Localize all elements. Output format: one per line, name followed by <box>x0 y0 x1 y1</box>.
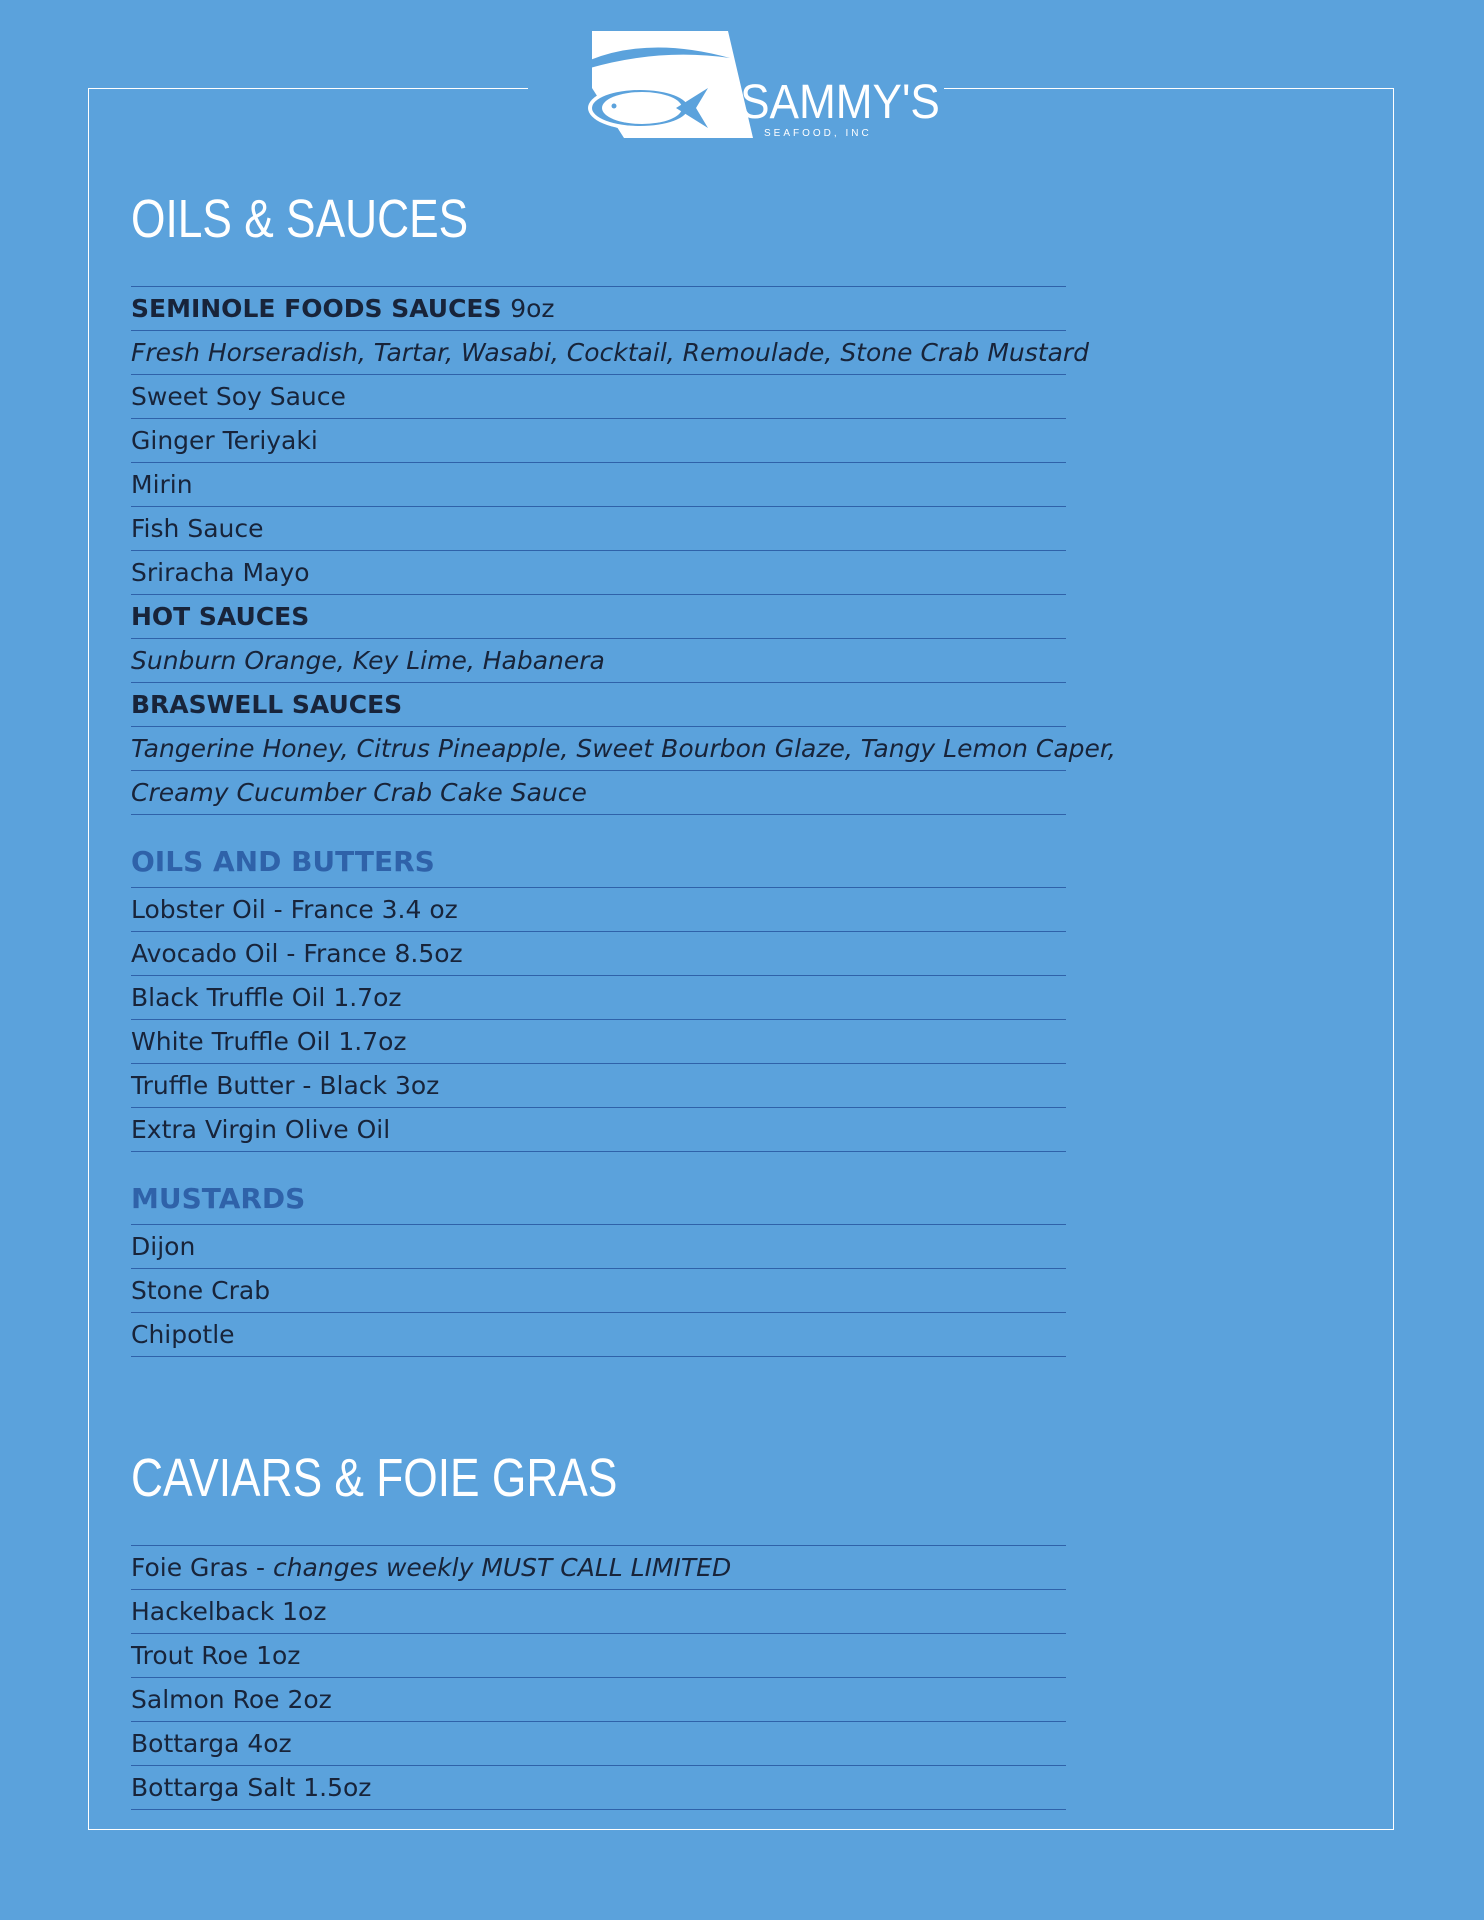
menu-item-label: Avocado Oil - France 8.5oz <box>131 939 463 968</box>
menu-item-label: Bottarga 4oz <box>131 1729 292 1758</box>
section-title: CAVIARS & FOIE GRAS <box>131 1448 618 1508</box>
menu-item-label: Extra Virgin Olive Oil <box>131 1115 391 1144</box>
menu-item-label: Mirin <box>131 470 193 499</box>
menu-item-label: Sunburn Orange, Key Lime, Habanera <box>131 646 605 675</box>
item-list <box>131 888 1066 1152</box>
menu-item-label: Foie Gras - <box>131 1553 273 1582</box>
menu-item-label: Trout Roe 1oz <box>131 1641 301 1670</box>
menu-item-row <box>131 1634 1066 1678</box>
subheading: OILS AND BUTTERS <box>131 845 1066 888</box>
menu-item-row <box>131 1108 1066 1152</box>
menu-item-label: BRASWELL SAUCES <box>131 690 403 719</box>
menu-item-label: Tangerine Honey, Citrus Pineapple, Sweet Bourbon Glaze, Tangy Lemon Caper, <box>131 734 1116 763</box>
menu-item-row <box>131 375 1066 419</box>
brand-logo <box>580 28 940 146</box>
menu-item-label: Sweet Soy Sauce <box>131 382 346 411</box>
menu-item-row <box>131 595 1066 639</box>
item-list <box>131 1225 1066 1357</box>
menu-item-label: Fresh Horseradish, Tartar, Wasabi, Cocktail, Remoulade, Stone Crab Mustard <box>131 338 1090 367</box>
menu-item-row <box>131 683 1066 727</box>
menu-item-row <box>131 1722 1066 1766</box>
menu-item-label: Dijon <box>131 1232 196 1261</box>
menu-item-label: Truffle Butter - Black 3oz <box>131 1071 440 1100</box>
menu-item-label: Stone Crab <box>131 1276 271 1305</box>
menu-item-row <box>131 1064 1066 1108</box>
subheading: MUSTARDS <box>131 1182 1066 1225</box>
menu-item-row <box>131 727 1116 771</box>
menu-item-row <box>131 888 1066 932</box>
fish-logo-icon <box>580 28 940 146</box>
menu-item-size: 9oz <box>510 294 555 323</box>
menu-item-row <box>131 287 1066 331</box>
menu-item-row <box>131 331 1090 375</box>
menu-item-row <box>131 419 1066 463</box>
menu-item-label: Ginger Teriyaki <box>131 426 318 455</box>
menu-item-label: Black Truffle Oil 1.7oz <box>131 983 402 1012</box>
menu-item-row <box>131 1313 1066 1357</box>
menu-item-row <box>131 1590 1066 1634</box>
item-list <box>131 1545 1066 1810</box>
item-list <box>131 286 1116 815</box>
menu-item-row <box>131 771 1066 815</box>
menu-item-row <box>131 463 1066 507</box>
menu-item-label: Chipotle <box>131 1320 235 1349</box>
menu-item-label: Hackelback 1oz <box>131 1597 327 1626</box>
menu-item-row <box>131 639 1066 683</box>
menu-item-row <box>131 1269 1066 1313</box>
menu-item-label: White Truffle Oil 1.7oz <box>131 1027 407 1056</box>
menu-item-row <box>131 1020 1066 1064</box>
section-title: OILS & SAUCES <box>131 189 469 249</box>
menu-item-row <box>131 932 1066 976</box>
menu-item-row <box>131 976 1066 1020</box>
menu-item-row <box>131 1546 1066 1590</box>
menu-item-row <box>131 1225 1066 1269</box>
svg-text:SEAFOOD, INC: SEAFOOD, INC <box>764 128 872 139</box>
menu-item-note: changes weekly MUST CALL LIMITED <box>272 1553 732 1582</box>
menu-item-label: Lobster Oil - France 3.4 oz <box>131 895 458 924</box>
section-spacer <box>131 1357 1066 1447</box>
menu-item-label: Creamy Cucumber Crab Cake Sauce <box>131 778 587 807</box>
menu-item-label: Salmon Roe 2oz <box>131 1685 332 1714</box>
menu-item-label: Fish Sauce <box>131 514 264 543</box>
menu-item-row <box>131 1766 1066 1810</box>
menu-item-label: SEMINOLE FOODS SAUCES <box>131 294 502 323</box>
menu-content <box>131 188 1116 1810</box>
menu-item-row <box>131 1678 1066 1722</box>
svg-text:SAMMY'S: SAMMY'S <box>740 74 940 129</box>
menu-item-label: Bottarga Salt 1.5oz <box>131 1773 372 1802</box>
menu-item-label: HOT SAUCES <box>131 602 310 631</box>
menu-item-row <box>131 507 1066 551</box>
menu-item-row <box>131 551 1066 595</box>
menu-item-label: Sriracha Mayo <box>131 558 310 587</box>
